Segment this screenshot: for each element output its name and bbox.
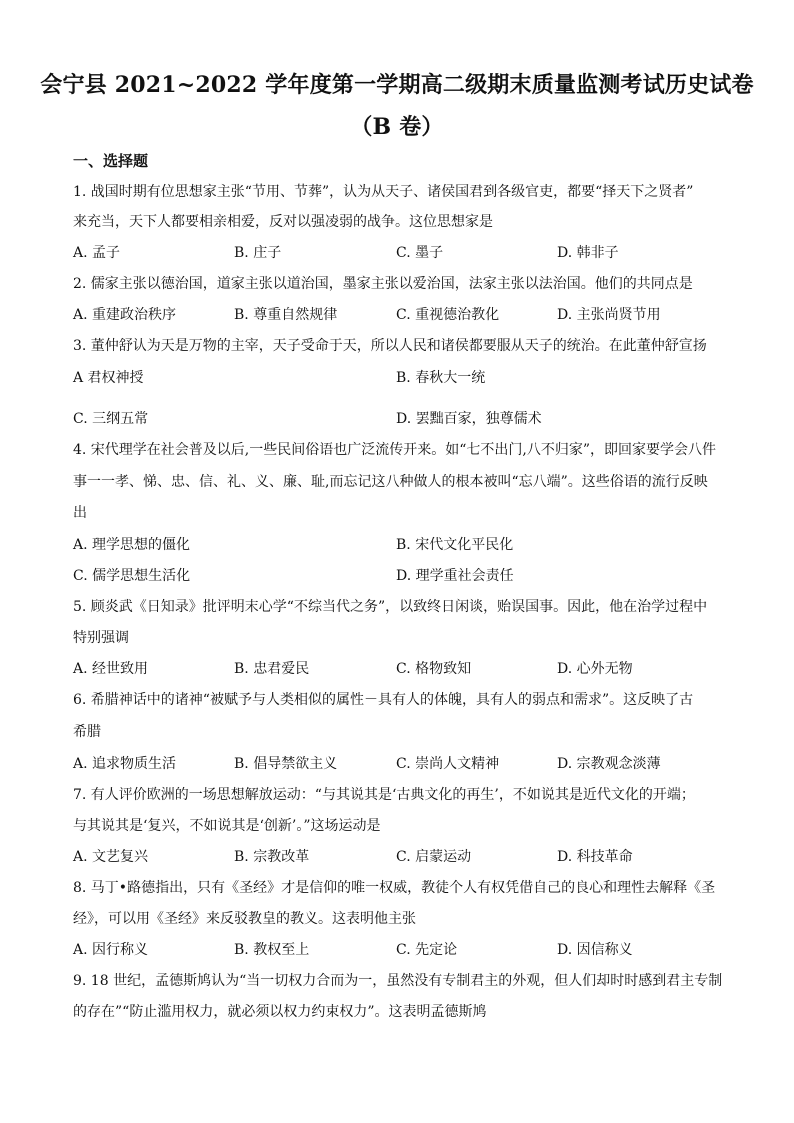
question-7-line-2: 与其说其是‘复兴，不如说其是‘创新’。”这场运动是	[73, 818, 381, 834]
question-4-line-3: 出	[73, 505, 87, 521]
exam-subtitle: （B 卷）	[350, 114, 444, 140]
exam-title: 会宁县 2021~2022 学年度第一学期高二级期末质量监测考试历史试卷	[40, 72, 754, 98]
question-7-option-d: D. 科技革命	[557, 849, 633, 865]
question-1-option-a: A. 孟子	[73, 245, 121, 261]
question-9-line-1: 9. 18 世纪，孟德斯鸠认为“当一切权力合而为一，虽然没有专制君主的外观，但人们却时时感到君主专制	[73, 973, 723, 989]
question-1-line-1: 1. 战国时期有位思想家主张“节用、节葬”，认为从天子、诸侯国君到各级官吏，都要“择天下之贤者”	[73, 184, 694, 200]
question-8-option-c: C. 先定论	[396, 942, 458, 958]
question-7-line-1: 7. 有人评价欧洲的一场思想解放运动：“与其说其是‘古典文化的再生’，不如说其是近代文化的开端；	[73, 787, 695, 803]
question-6-option-c: C. 崇尚人文精神	[396, 756, 500, 772]
question-5-option-d: D. 心外无物	[557, 661, 633, 677]
question-7-option-b: B. 宗教改革	[234, 849, 310, 865]
question-1-option-c: C. 墨子	[396, 245, 444, 261]
question-4-option-a: A. 理学思想的僵化	[73, 537, 191, 553]
question-6-line-2: 希腊	[73, 724, 101, 740]
question-8-option-b: B. 教权至上	[234, 942, 310, 958]
question-8-line-2: 经》，可以用《圣经》来反驳教皇的教义。这表明他主张	[73, 911, 416, 927]
question-9-line-2: 的存在”“防止滥用权力，就必须以权力约束权力”。这表明孟德斯鸠	[73, 1004, 487, 1020]
question-6-option-a: A. 追求物质生活	[73, 756, 177, 772]
question-8-option-a: A. 因行称义	[73, 942, 149, 958]
question-6-option-b: B. 倡导禁欲主义	[234, 756, 338, 772]
question-4-option-c: C. 儒学思想生活化	[73, 568, 191, 584]
question-7-option-c: C. 启蒙运动	[396, 849, 472, 865]
question-8-option-d: D. 因信称义	[557, 942, 633, 958]
question-5-option-c: C. 格物致知	[396, 661, 472, 677]
question-2-option-c: C. 重视德治教化	[396, 307, 500, 323]
question-1-line-2: 来充当，天下人都要相亲相爱，反对以强凌弱的战争。这位思想家是	[73, 214, 493, 230]
question-3-option-d: D. 罢黜百家，独尊儒术	[396, 411, 542, 427]
question-5-line-2: 特别强调	[73, 630, 129, 646]
question-5-option-b: B. 忠君爱民	[234, 661, 310, 677]
question-2-option-b: B. 尊重自然规律	[234, 307, 338, 323]
question-4-line-1: 4. 宋代理学在社会普及以后,一些民间俗语也广泛流传开来。如“七不出门,八不归家”，即回家要学会八件	[73, 442, 717, 458]
question-2-option-d: D. 主张尚贤节用	[557, 307, 661, 323]
question-1-option-b: B. 庄子	[234, 245, 282, 261]
section-heading: 一、选择题	[73, 152, 149, 170]
question-6-line-1: 6. 希腊神话中的诸神“被赋予与人类相似的属性－具有人的体魄，具有人的弱点和需求”。这反映了古	[73, 692, 694, 708]
question-1-option-d: D. 韩非子	[557, 245, 619, 261]
question-5-line-1: 5. 顾炎武《日知录》批评明末心学“不综当代之务”，以致终日闲谈，贻误国事。因此，他在治学过程中	[73, 599, 708, 615]
question-3-line-1: 3. 董仲舒认为天是万物的主宰，天子受命于天，所以人民和诸侯都要服从天子的统治。在此董仲舒宣扬	[73, 338, 707, 354]
question-3-option-b: B. 春秋大一统	[396, 370, 486, 386]
question-3-option-a: A 君权神授	[73, 370, 144, 386]
question-4-option-d: D. 理学重社会责任	[396, 568, 514, 584]
question-4-line-2: 事一一孝、悌、忠、信、礼、义、廉、耻,而忘记这八种做人的根本被叫“忘八端”。这些俗语的流行反映	[73, 474, 708, 490]
question-2-option-a: A. 重建政治秩序	[73, 307, 177, 323]
question-5-option-a: A. 经世致用	[73, 661, 149, 677]
question-4-option-b: B. 宋代文化平民化	[396, 537, 514, 553]
question-7-option-a: A. 文艺复兴	[73, 849, 149, 865]
question-6-option-d: D. 宗教观念淡薄	[557, 756, 661, 772]
question-8-line-1: 8. 马丁•路德指出，只有《圣经》才是信仰的唯一权威，教徒个人有权凭借自己的良心和理性去解释《圣	[73, 880, 716, 896]
question-2-line-1: 2. 儒家主张以德治国，道家主张以道治国，墨家主张以爱治国，法家主张以法治国。他们的共同点是	[73, 276, 693, 292]
question-3-option-c: C. 三纲五常	[73, 411, 149, 427]
